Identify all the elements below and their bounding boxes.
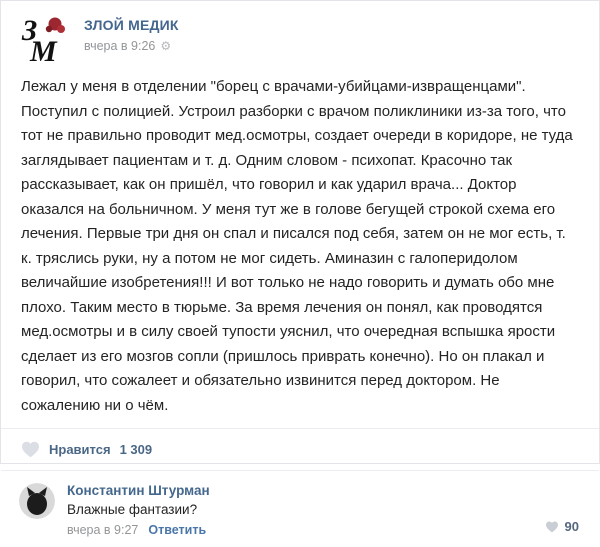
comment-row xyxy=(1,471,599,547)
zm-logo-icon xyxy=(19,13,69,63)
post-time-label: вчера в 9:26 xyxy=(84,39,156,53)
comment-content xyxy=(67,483,210,537)
commenter-avatar[interactable] xyxy=(19,483,55,519)
post-text: Лежал у меня в отделении "борец с врачами-убийцами-извращенцами". Поступил с полицией. Устроил разборки с врачом поликлиники из-за того, что тот не правильно проводит мед.осмотры, создает очереди в коридоре, не туда заглядывает пациентам и т. д. Одним словом - психопат. Красочно так рассказывает, как он пришёл, что говорил и как ударил врача... Доктор оказался на больничном. У меня тут же в голове бегущей строкой схема его лечения. Первые три дня он спал и писался под себя, затем он не мог есть, т. к. тряслись руки, ну а потом не мог сидеть. Аминазин с галоперидолом величайшие изобретения!!! И вот только не надо говорить и думать обо мне плохо. Таким место в тюрьме. За время лечения он понял, как проводятся мед.осмотры и в силу своей тупости уяснил, что очередная вспышка ярости сделает из его мозгов сопли (пришлось приврать конечно). Но он плакал и говорил, что сожалеет и обязательно извинится перед доктором. Не сожалению ни о чём. xyxy=(21,78,577,414)
reply-button[interactable]: Ответить xyxy=(148,523,207,537)
likes-bar[interactable] xyxy=(1,428,599,471)
comment-likes[interactable] xyxy=(545,519,579,534)
logo-letter-m: М xyxy=(30,35,57,63)
header-info xyxy=(84,13,179,63)
comment-like-count: 90 xyxy=(564,519,579,534)
comment-heart-icon xyxy=(545,521,559,533)
group-name[interactable]: ЗЛОЙ МЕДИК xyxy=(84,17,179,33)
post-header xyxy=(1,1,599,71)
like-label: Нравится xyxy=(49,442,111,457)
comment-timestamp: вчера в 9:27 xyxy=(67,523,139,537)
post-timestamp[interactable] xyxy=(84,39,179,53)
comment-text: Влажные фантазии? xyxy=(67,502,198,517)
cat-avatar-icon xyxy=(19,483,55,519)
like-count: 1 309 xyxy=(119,442,153,457)
comment-meta xyxy=(67,523,210,537)
gear-icon: ⚙ xyxy=(160,39,172,53)
group-avatar[interactable] xyxy=(19,13,69,63)
logo-letter-z: З xyxy=(22,14,38,47)
heart-icon xyxy=(21,441,40,458)
commenter-name[interactable]: Константин Штурман xyxy=(67,483,210,498)
